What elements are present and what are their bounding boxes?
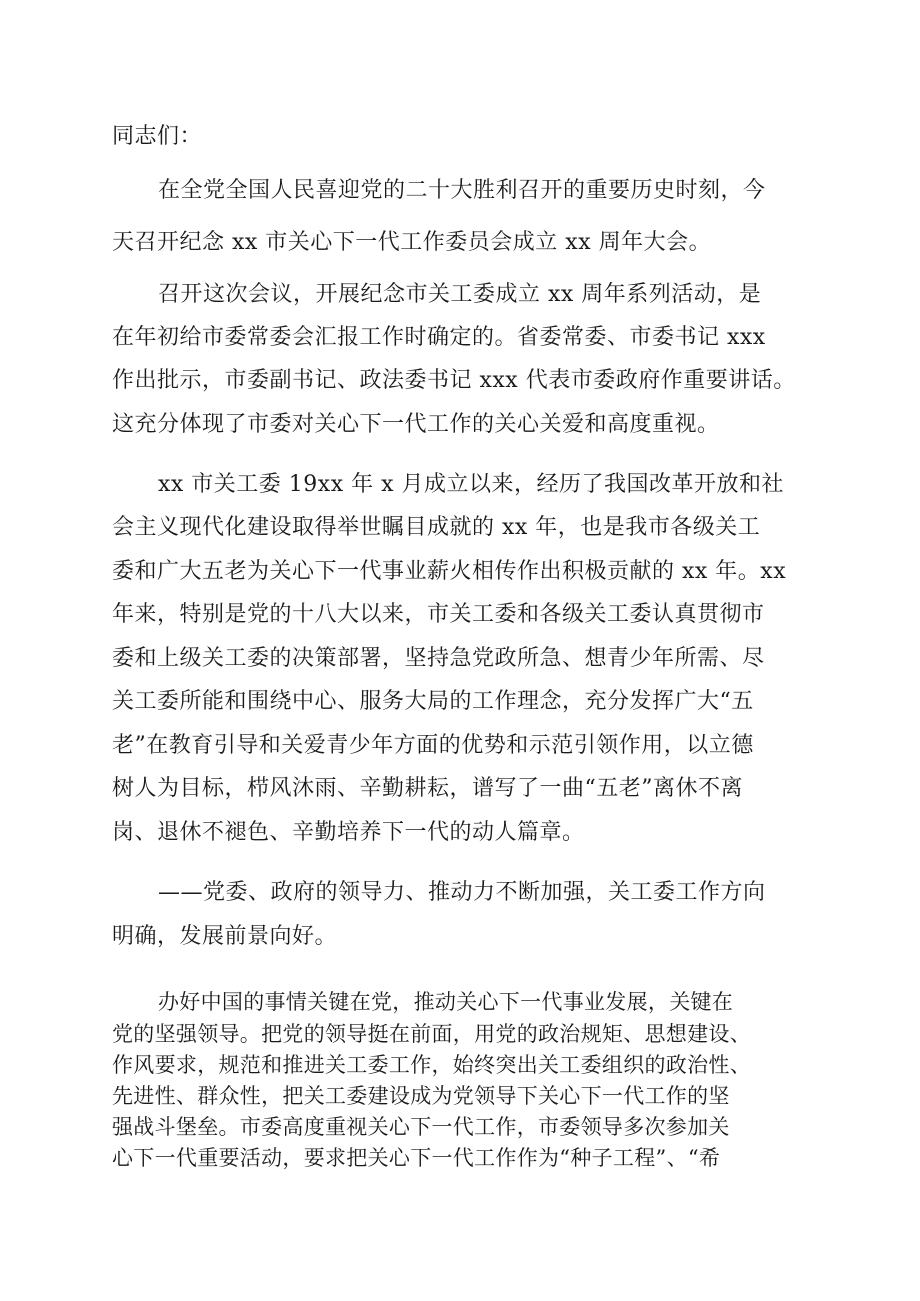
text-line: 老”在教育引导和关爱青少年方面的优势和示范引领作用，以立德 — [112, 733, 754, 758]
text-line: 作出批示，市委副书记、政法委书记 xxx 代表市委政府作重要讲话。 — [112, 368, 796, 393]
text-line: xx 市关工委 19xx 年 x 月成立以来，经历了我国改革开放和社 — [158, 472, 784, 497]
text-line: 岗、退休不褪色、辛勤培养下一代的动人篇章。 — [112, 820, 585, 845]
text-line: 委和广大五老为关心下一代事业薪火相传作出积极贡献的 xx 年。xx — [112, 559, 787, 584]
text-line: 会主义现代化建设取得举世瞩目成就的 xx 年，也是我市各级关工 — [112, 515, 761, 540]
text-line: 党的坚强领导。把党的领导挺在前面，用党的政治规矩、思想建设、 — [112, 1022, 751, 1046]
text-line: 天召开纪念 xx 市关心下一代工作委员会成立 xx 周年大会。 — [112, 230, 712, 255]
text-line: 心下一代重要活动，要求把关心下一代工作作为“种子工程”、“希 — [112, 1146, 721, 1170]
text-line: 明确，发展前景向好。 — [112, 924, 338, 949]
text-line: ——党委、政府的领导力、推动力不断加强，关工委工作方向 — [158, 880, 766, 905]
text-line: 强战斗堡垒。市委高度重视关心下一代工作，市委领导多次参加关 — [112, 1115, 730, 1139]
text-line: 关工委所能和围绕中心、服务大局的工作理念，充分发挥广大“五 — [112, 689, 754, 714]
text-line: 在全党全国人民喜迎党的二十大胜利召开的重要历史时刻，今 — [158, 178, 766, 203]
text-line: 委和上级关工委的决策部署，坚持急党政所急、想青少年所需、尽 — [112, 646, 765, 671]
salutation: 同志们： — [112, 124, 203, 149]
text-line: 树人为目标，栉风沐雨、辛勤耕耘，谱写了一曲“五老”离休不离 — [112, 776, 743, 801]
text-line: 召开这次会议，开展纪念市关工委成立 xx 周年系列活动，是 — [158, 282, 762, 307]
text-line: 作风要求，规范和推进关工委工作，始终突出关工委组织的政治性、 — [112, 1053, 751, 1077]
text-line: 办好中国的事情关键在党，推动关心下一代事业发展，关键在 — [158, 990, 734, 1014]
text-line: 年来，特别是党的十八大以来，市关工委和各级关工委认真贯彻市 — [112, 602, 765, 627]
text-line: 在年初给市委常委会汇报工作时确定的。省委常委、市委书记 xxx — [112, 325, 766, 350]
text-line: 这充分体现了市委对关心下一代工作的关心关爱和高度重视。 — [112, 412, 720, 437]
text-line: 先进性、群众性，把关工委建设成为党领导下关心下一代工作的坚 — [112, 1084, 730, 1108]
